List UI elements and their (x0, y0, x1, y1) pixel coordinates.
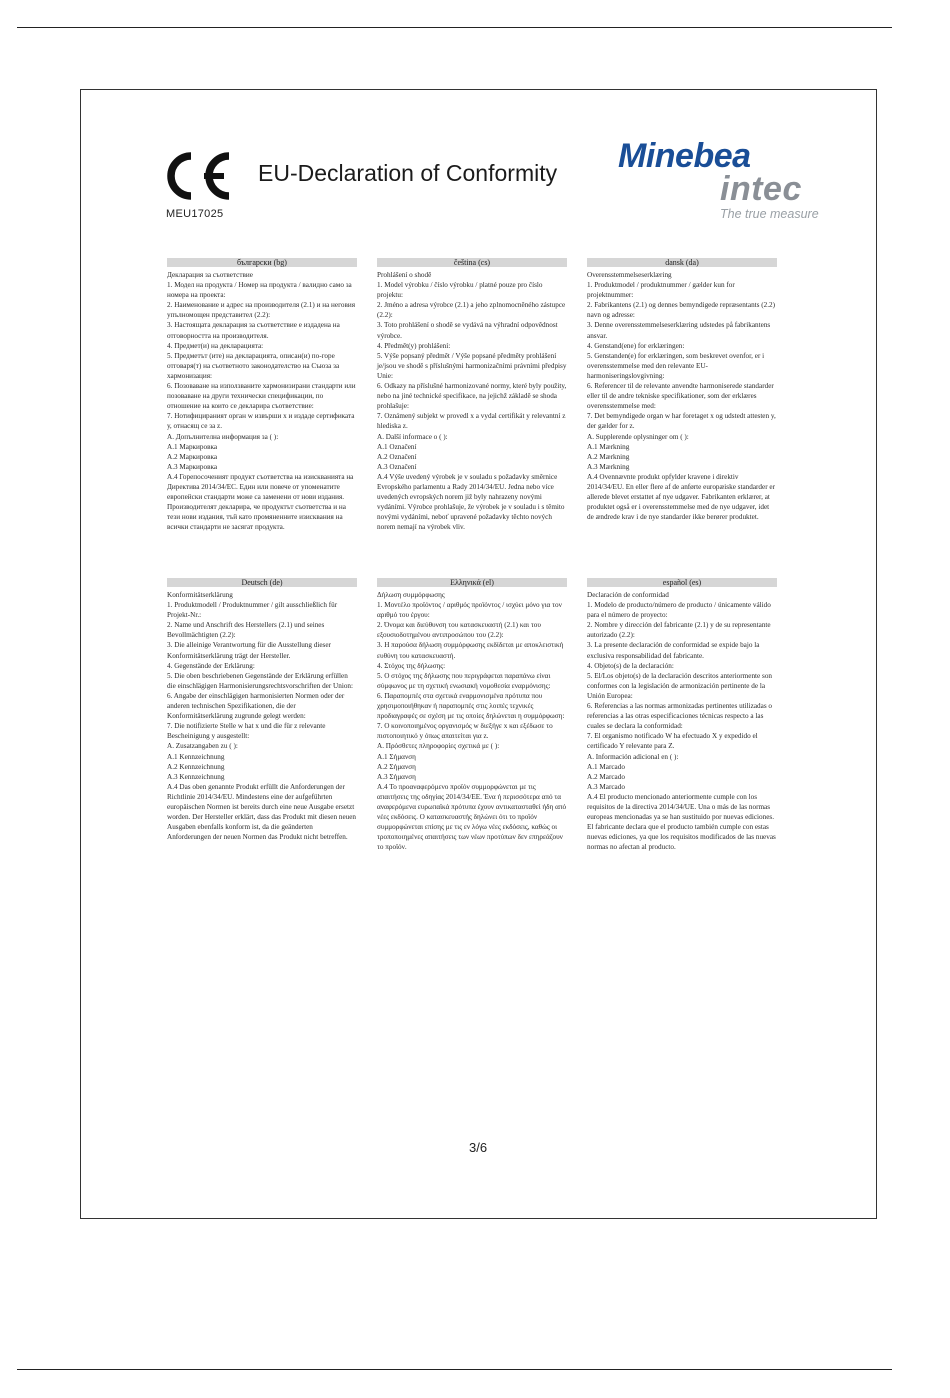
language-column (167, 578, 357, 842)
declaration-line: 4. Gegenstände der Erklärung: (167, 661, 255, 670)
declaration-line: A.2 Kennzeichnung (167, 762, 225, 771)
declaration-line: 7. Нотифицираният орган w извърши х и издаде сертификата у, отнасящ се за z. (167, 412, 355, 431)
language-column (587, 578, 777, 852)
declaration-line: 4. Στόχος της δήλωσης: (377, 661, 446, 670)
language-column (167, 258, 357, 532)
declaration-line: 2. Όνομα και διεύθυνση του κατασκευαστή (2.1) και του εξουσιοδοτημένου αντιπροσώπου του (2.2): (377, 621, 541, 640)
declaration-line: A.3 Mærkning (587, 462, 630, 471)
declaration-text (377, 590, 567, 852)
declaration-line: A.3 Označení (377, 462, 417, 471)
declaration-line: 7. Die notifizierte Stelle w hat x und die für z relevante Bescheinigung y ausgestellt: (167, 722, 326, 741)
declaration-line: A.3 Kennzeichnung (167, 772, 225, 781)
declaration-line: A.1 Σήμανση (377, 752, 416, 761)
declaration-line: 1. Модел на продукта / Номер на продукта / валидно само за номера на проекта: (167, 281, 352, 300)
language-column (377, 578, 567, 852)
declaration-line: 5. Предметът (ите) на декларацията, описан(и) по-горе отговаря(т) на съответното законодателство на Съюза за хармонизация: (167, 351, 340, 380)
declaration-line: 4. Předmět(y) prohlášení: (377, 341, 451, 350)
declaration-line: Konformitätserklärung (167, 591, 233, 599)
declaration-line: 1. Μοντέλο προϊόντος / αριθμός προϊόντος / ισχύει μόνο για τον αριθμό του έργου: (377, 601, 562, 620)
declaration-line: A.4 El producto mencionado anteriormente cumple con los requisitos de la directiva 2014/34/UE. Una o más de las normas europeas mencionadas ya se han sustituido por nuevas ediciones. El fabricante declara que el producto también cumple con estas nuevas ediciones, ya que los requisitos modificados de las nuevas normas no afectan al producto. (587, 792, 776, 852)
declaration-line: 4. Objeto(s) de la declaración: (587, 661, 674, 670)
declaration-line: A.4 Ovennævnte produkt opfylder kravene i direktiv 2014/34/EU. En eller flere af de anførte europæiske standarder er allerede blevet erstattet af nye udgaver. Fabrikanten erklærer, at produktet også er i overensstemmelse med de nye udgaver, idet de ændrede krav i de nye standarder ikke berører produktet. (587, 472, 775, 522)
page-number: 3/6 (469, 1140, 488, 1155)
declaration-line: Overensstemmelseserklæring (587, 271, 672, 279)
declaration-line: Prohlášení o shodě (377, 271, 432, 279)
header-rule (17, 27, 892, 28)
declaration-line: A. Πρόσθετες πληροφορίες σχετικά με ( ): (377, 742, 500, 751)
declaration-line: 3. Denne overensstemmelseserklæring udstedes på fabrikantens ansvar. (587, 321, 771, 340)
declaration-line: 6. Παραπομπές στα σχετικά εναρμονισμένα πρότυπα που χρησιμοποιήθηκαν ή παραπομπές στις λοιπές τεχνικές προδιαγραφές σε σχέση με τις οποίες δηλώνεται η συμμόρφωση: (377, 691, 565, 721)
declaration-line: 2. Jméno a adresa výrobce (2.1) a jeho zplnomocněného zástupce (2.2): (377, 301, 566, 320)
declaration-line: 7. Det bemyndigede organ w har foretaget x og udstedt attesten y, der gælder for z. (587, 412, 776, 431)
declaration-line: 2. Fabrikantens (2.1) og dennes bemyndigede repræsentants (2.2) navn og adresse: (587, 301, 776, 320)
declaration-line: 6. Odkazy na příslušné harmonizované normy, které byly použity, nebo na jiné technické specifikace, na jejichž základě se shoda prohlašuje: (377, 382, 567, 411)
language-column (377, 258, 567, 532)
declaration-line: A.1 Marcado (587, 762, 625, 771)
footer-rule (17, 1369, 892, 1370)
declaration-line: 1. Modelo de producto/número de producto / únicamente válido para el número de proyecto: (587, 601, 771, 620)
declaration-line: A. Información adicional en ( ): (587, 752, 679, 761)
declaration-line: 3. Die alleinige Verantwortung für die Ausstellung dieser Konformitätserklärung trägt der Hersteller. (167, 641, 331, 660)
language-header: español (es) (587, 578, 777, 587)
declaration-line: A. Zusatzangaben zu ( ): (167, 742, 238, 751)
declaration-text (167, 270, 357, 532)
declaration-line: A.1 Маркировка (167, 442, 218, 451)
declaration-line: 6. Angabe der einschlägigen harmonisierten Normen oder der anderen technischen Spezifikationen, die der Konformitätserklärung zugrunde gelegt werden: (167, 691, 345, 721)
declaration-text (587, 590, 777, 852)
declaration-line: A.2 Marcado (587, 772, 625, 781)
declaration-line: 4. Предмет(и) на декларацията: (167, 341, 264, 350)
declaration-line: A.3 Маркировка (167, 462, 218, 471)
declaration-line: A. Supplerende oplysninger om ( ): (587, 432, 689, 441)
declaration-line: A.2 Mærkning (587, 452, 630, 461)
language-header: Ελληνικά (el) (377, 578, 567, 587)
declaration-line: 7. Oznámený subjekt w provedl x a vydal certifikát y relevantní z hlediska z. (377, 412, 566, 431)
language-header: български (bg) (167, 258, 357, 267)
declaration-line: 2. Name und Anschrift des Herstellers (2.1) und seines Bevollmächtigten (2.2): (167, 621, 325, 640)
declaration-line: A.2 Маркировка (167, 452, 218, 461)
declaration-line: 6. Referencer til de relevante anvendte harmoniserede standarder eller til de andre tekniske specifikationer, som der erklæres overensstemmelse med: (587, 382, 774, 411)
ce-mark-icon (158, 148, 234, 204)
declaration-line: A.1 Mærkning (587, 442, 630, 451)
document-number: MEU17025 (166, 208, 224, 220)
declaration-line: 3. La presente declaración de conformidad se expide bajo la exclusiva responsabilidad del fabricante. (587, 641, 760, 660)
document-title: EU-Declaration of Conformity (258, 160, 558, 186)
declaration-line: 6. Позоваване на използваните хармонизирани стандарти или позоваване на други технически спецификации, по отношение на които се декларира съответствие: (167, 382, 356, 411)
declaration-line: 6. Referencias a las normas armonizadas pertinentes utilizadas o referencias a las otras especificaciones técnicas respecto a las cuales se declara la conformidad: (587, 702, 773, 731)
declaration-text (167, 590, 357, 842)
declaration-line: 7. Ο κοινοποιημένος οργανισμός w διεξήγε x και εξέδωσε το πιστοποιητικό y όπως απαιτείται για z. (377, 722, 553, 741)
declaration-line: A. Další informace o ( ): (377, 432, 448, 441)
declaration-line: 2. Nombre y dirección del fabricante (2.1) y de su representante autorizado (2.2): (587, 621, 771, 640)
language-header: čeština (cs) (377, 258, 567, 267)
declaration-line: 1. Produktmodel / produktnummer / gælder kun for projektnummer: (587, 281, 735, 300)
declaration-line: 2. Наименование и адрес на производителя (2.1) и на неговия упълномощен представител (2.2): (167, 301, 356, 320)
declaration-line: 5. El/Los objeto(s) de la declaración descritos anteriormente son conformes con la legislación de armonización pertinente de la Unión Europea: (587, 671, 773, 700)
declaration-line: A. Допълнителна информация за ( ): (167, 432, 279, 441)
declaration-line: 5. Výše popsaný předmět / Výše popsané předměty prohlášení je/jsou ve shodě s příslušnými harmonizačními právními předpisy Unie: (377, 351, 567, 380)
declaration-line: 1. Model výrobku / číslo výrobku / platné pouze pro číslo projektu: (377, 281, 543, 300)
declaration-line: A.4 Горепосоченият продукт съответства на изискванията на Директива 2014/34/ЕС. Един или повече от упоменатите европейски стандарти може са заменени от нови издания. Производителят декларира, че продуктът съответства и на тези нови издания, тъй като промяненните изисквания на всички стандарти не засягат продукта. (167, 472, 354, 532)
declaration-line: A.3 Σήμανση (377, 772, 416, 781)
logo-tagline: The true measure (720, 207, 819, 221)
declaration-line: 1. Produktmodell / Produktnummer / gilt ausschließlich für Projekt-Nr.: (167, 601, 338, 620)
declaration-line: Declaración de conformidad (587, 591, 669, 599)
language-column (587, 258, 777, 522)
declaration-line: 5. Die oben beschriebenen Gegenstände der Erklärung erfüllen die einschlägigen Harmonisierungsrechtsvorschriften der Union: (167, 671, 354, 690)
declaration-line: 3. Toto prohlášení o shodě se vydává na výhradní odpovědnost výrobce. (377, 321, 558, 340)
declaration-line: A.2 Σήμανση (377, 762, 416, 771)
declaration-line: Декларация за съответствие (167, 271, 253, 279)
declaration-line: 5. Ο στόχος της δήλωσης που περιγράφεται παραπάνω είναι σύμφωνος με τη σχετική ενωσιακή νομοθεσία εναρμόνισης: (377, 671, 551, 690)
declaration-line: A.4 Výše uvedený výrobek je v souladu s požadavky směrnice Evropského parlamentu a Rady 2014/34/EU. Jedna nebo více uvedených evropských norem již byly nahrazeny novými vydáními. Výrobce prohlašuje, že výrobek je v souladu i s těmito novými vydáními, neboť upravené požadavky těchto nových norem nemají na výrobek vliv. (377, 472, 565, 532)
language-header: Deutsch (de) (167, 578, 357, 587)
declaration-line: A.2 Označení (377, 452, 417, 461)
declaration-line: A.4 Το προαναφερόμενο προϊόν συμμορφώνεται με τις απαιτήσεις της οδηγίας 2014/34/ΕΕ. Ένα ή περισσότερα από τα αναφερόμενα ευρωπαϊκά πρότυπα έχουν αντικατασταθεί ήδη από νέες εκδόσεις. Ο κατασκευαστής δηλώνει ότι το προϊόν συμμορφώνεται επίσης με τις εν λόγω νέες εκδόσεις, καθώς οι τροποποιημένες απαιτήσεις των νέων προτύπων δεν επηρεάζουν το προϊόν. (377, 782, 567, 852)
declaration-line: A.1 Označení (377, 442, 417, 451)
logo-intec: intec (720, 170, 802, 208)
declaration-line: A.4 Das oben genannte Produkt erfüllt die Anforderungen der Richtlinie 2014/34/EU. Mindestens eine der aufgeführten europäischen Normen ist bereits durch eine neue Ausgabe ersetzt worden. Der Hersteller erklärt, dass das Produkt mit diesen neuen Ausgaben ebenfalls konform ist, da die geänderten Anforderungen der neuen Normen das Produkt nicht betreffen. (167, 782, 357, 842)
logo-minebea: Minebea (618, 137, 751, 175)
declaration-line: A.3 Marcado (587, 782, 625, 791)
declaration-line: 7. El organismo notificado W ha efectuado X y expedido el certificado Y relevante para Z. (587, 732, 758, 751)
declaration-line: 4. Genstand(ene) for erklæringen: (587, 341, 685, 350)
language-header: dansk (da) (587, 258, 777, 267)
declaration-line: 3. Настоящата декларация за съответствие е издадена на отговорността на производителя. (167, 321, 340, 340)
declaration-text (377, 270, 567, 532)
declaration-line: Δήλωση συμμόρφωσης (377, 591, 445, 599)
declaration-line: 3. Η παρούσα δήλωση συμμόρφωσης εκδίδεται με αποκλειστική ευθύνη του κατασκευαστή. (377, 641, 564, 660)
declaration-line: A.1 Kennzeichnung (167, 752, 225, 761)
declaration-line: 5. Genstanden(e) for erklæringen, som beskrevet ovenfor, er i overensstemmelse med den relevante EU-harmoniseringslovgivning: (587, 351, 765, 380)
declaration-text (587, 270, 777, 522)
